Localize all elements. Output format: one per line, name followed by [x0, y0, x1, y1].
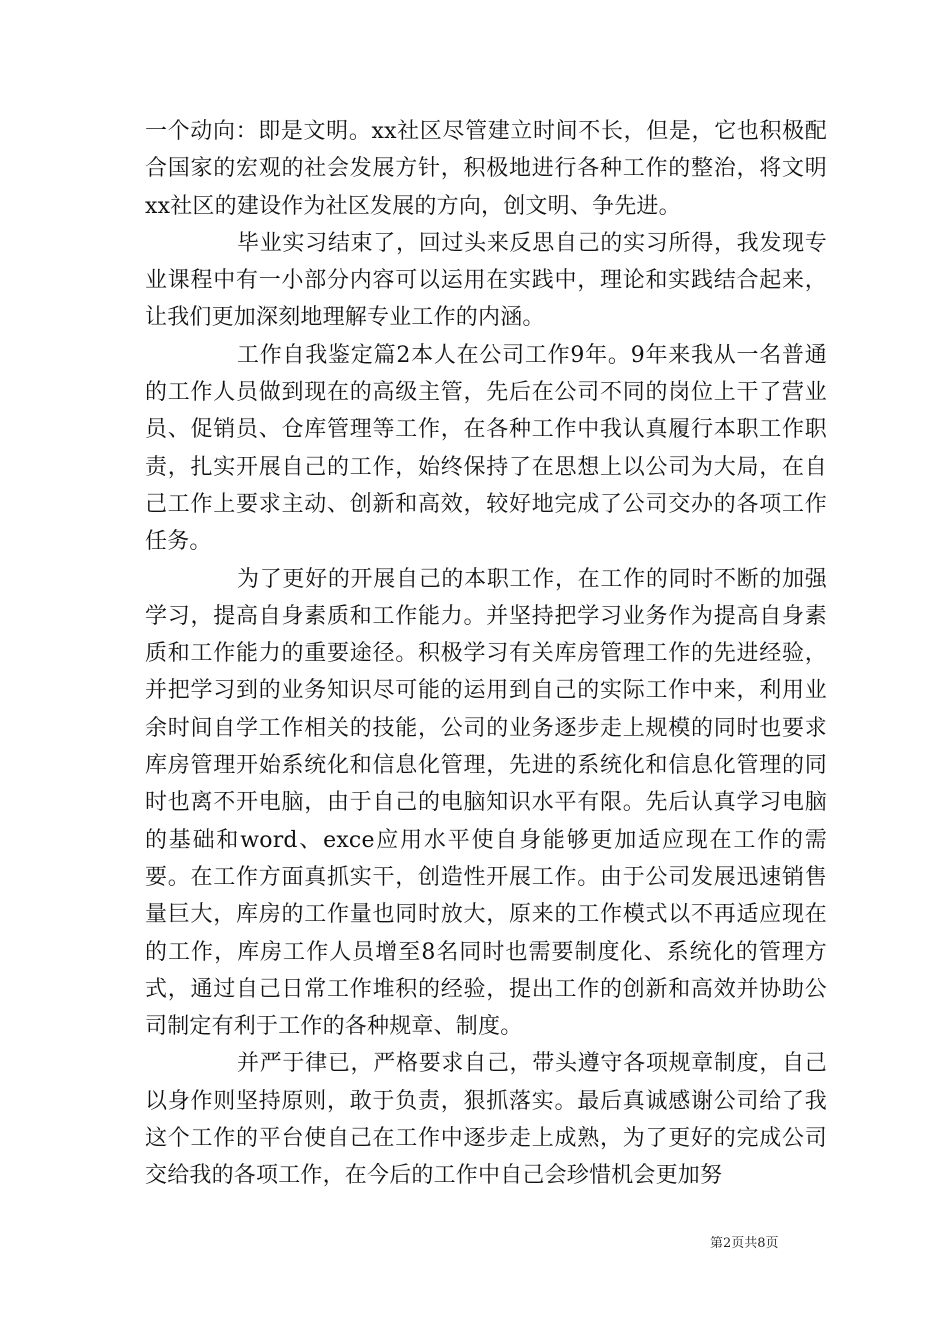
paragraph-3: 工作自我鉴定篇2本人在公司工作9年。9年来我从一名普通的工作人员做到现在的高级主管，先后在公司不同的岗位上干了营业员、促销员、仓库管理等工作，在各种工作中我认真履行本职工作职责，扎实开展自己的工作，始终保持了在思想上以公司为大局，在自己工作上要求主动、创新和高效，较好地完成了公司交办的各项工作任务。 — [145, 342, 827, 555]
paragraph-4: 为了更好的开展自己的本职工作，在工作的同时不断的加强学习，提高自身素质和工作能力。并坚持把学习业务作为提高自身素质和工作能力的重要途径。积极学习有关库房管理工作的先进经验，并把学习到的业务知识尽可能的运用到自己的实际工作中来，利用业余时间自学工作相关的技能，公司的业务逐步走上规模的同时也要求库房管理开始系统化和信息化管理，先进的系统化和信息化管理的同时也离不开电脑，由于自己的电脑知识水平有限。先后认真学习电脑的基础和word、exce应用水平使自身能够更加适应现在工作的需要。在工作方面真抓实干，创造性开展工作。由于公司发展迅速销售量巨大，库房的工作量也同时放大，原来的工作模式以不再适应现在的工作，库房工作人员增至8名同时也需要制度化、系统化的管理方式，通过自己日常工作堆积的经验，提出工作的创新和高效并协助公司制定有利于工作的各种规章、制度。 — [145, 566, 827, 1040]
document-body — [145, 113, 827, 1195]
paragraph-5: 并严于律已，严格要求自己，带头遵守各项规章制度，自己以身作则坚持原则，敢于负责，狠抓落实。最后真诚感谢公司给了我这个工作的平台使自己在工作中逐步走上成熟，为了更好的完成公司交给我的各项工作，在今后的工作中自己会珍惜机会更加努 — [145, 1051, 827, 1189]
page-footer: 第2页共8页 — [710, 1236, 779, 1251]
paragraph-1: 一个动向：即是文明。xx社区尽管建立时间不长，但是，它也积极配合国家的宏观的社会发展方针，积极地进行各种工作的整治，将文明xx社区的建设作为社区发展的方向，创文明、争先进。 — [145, 119, 827, 219]
paragraph-2: 毕业实习结束了，回过头来反思自己的实习所得，我发现专业课程中有一小部分内容可以运用在实践中，理论和实践结合起来，让我们更加深刻地理解专业工作的内涵。 — [145, 230, 827, 331]
